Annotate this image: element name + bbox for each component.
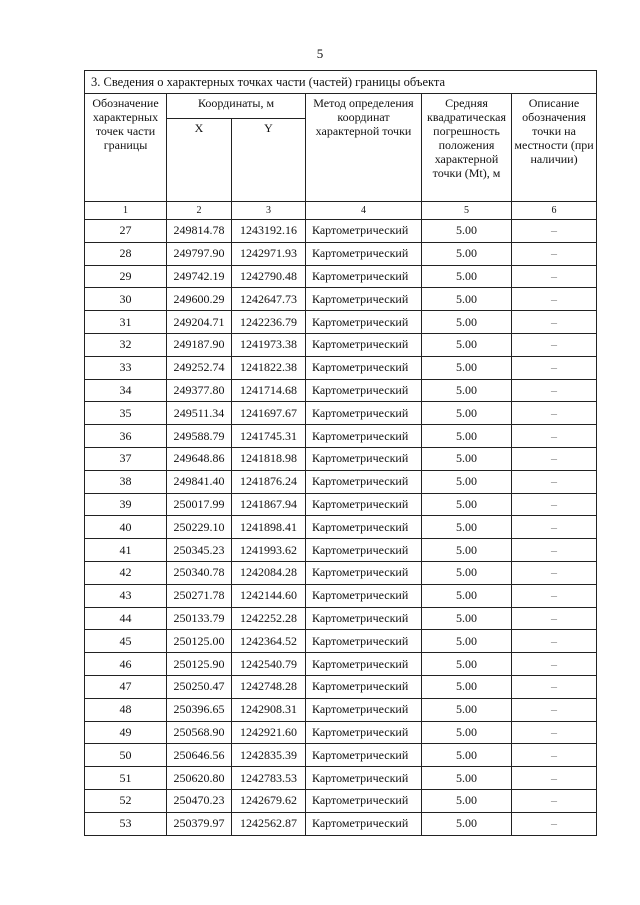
- description-cell: –: [512, 402, 597, 425]
- table-row: [85, 789, 597, 812]
- description-cell: –: [512, 607, 597, 630]
- method-cell: Картометрический: [306, 402, 422, 425]
- point-cell: 37: [85, 447, 167, 470]
- method-cell: Картометрический: [306, 584, 422, 607]
- method-cell: Картометрический: [306, 470, 422, 493]
- point-cell: 39: [85, 493, 167, 516]
- y-cell: 1241818.98: [232, 447, 306, 470]
- accuracy-cell: 5.00: [422, 425, 512, 448]
- y-cell: 1242908.31: [232, 698, 306, 721]
- point-cell: 44: [85, 607, 167, 630]
- method-cell: Картометрический: [306, 220, 422, 243]
- x-cell: 250646.56: [167, 744, 232, 767]
- method-cell: Картометрический: [306, 333, 422, 356]
- method-cell: Картометрический: [306, 539, 422, 562]
- description-cell: –: [512, 265, 597, 288]
- description-cell: –: [512, 311, 597, 334]
- point-cell: 42: [85, 561, 167, 584]
- point-cell: 32: [85, 333, 167, 356]
- description-cell: –: [512, 812, 597, 835]
- y-cell: 1242647.73: [232, 288, 306, 311]
- description-cell: –: [512, 584, 597, 607]
- x-cell: 249252.74: [167, 356, 232, 379]
- boundary-points-table: [84, 70, 597, 836]
- accuracy-cell: 5.00: [422, 744, 512, 767]
- accuracy-cell: 5.00: [422, 402, 512, 425]
- y-cell: 1241898.41: [232, 516, 306, 539]
- point-cell: 48: [85, 698, 167, 721]
- y-cell: 1242790.48: [232, 265, 306, 288]
- point-cell: 52: [85, 789, 167, 812]
- table-row: [85, 470, 597, 493]
- column-number: 1: [85, 202, 167, 220]
- x-cell: 250250.47: [167, 675, 232, 698]
- accuracy-cell: 5.00: [422, 470, 512, 493]
- x-cell: 249797.90: [167, 242, 232, 265]
- table-row: [85, 242, 597, 265]
- table-row: [85, 311, 597, 334]
- accuracy-cell: 5.00: [422, 356, 512, 379]
- description-cell: –: [512, 561, 597, 584]
- method-cell: Картометрический: [306, 516, 422, 539]
- y-cell: 1242540.79: [232, 653, 306, 676]
- table-row: [85, 265, 597, 288]
- accuracy-cell: 5.00: [422, 539, 512, 562]
- description-cell: –: [512, 767, 597, 790]
- method-cell: Картометрический: [306, 789, 422, 812]
- table-row: [85, 630, 597, 653]
- point-cell: 29: [85, 265, 167, 288]
- method-cell: Картометрический: [306, 425, 422, 448]
- x-cell: 250568.90: [167, 721, 232, 744]
- accuracy-cell: 5.00: [422, 516, 512, 539]
- point-cell: 35: [85, 402, 167, 425]
- table-row: [85, 584, 597, 607]
- table-row: [85, 561, 597, 584]
- method-cell: Картометрический: [306, 242, 422, 265]
- description-cell: –: [512, 539, 597, 562]
- table-row: [85, 516, 597, 539]
- accuracy-cell: 5.00: [422, 698, 512, 721]
- description-cell: –: [512, 493, 597, 516]
- accuracy-cell: 5.00: [422, 493, 512, 516]
- header-y: Y: [232, 119, 306, 202]
- point-cell: 34: [85, 379, 167, 402]
- point-cell: 38: [85, 470, 167, 493]
- description-cell: –: [512, 220, 597, 243]
- method-cell: Картометрический: [306, 675, 422, 698]
- method-cell: Картометрический: [306, 493, 422, 516]
- description-cell: –: [512, 675, 597, 698]
- description-cell: –: [512, 630, 597, 653]
- header-x: X: [167, 119, 232, 202]
- table-body: [85, 220, 597, 836]
- x-cell: 249841.40: [167, 470, 232, 493]
- table-row: [85, 220, 597, 243]
- x-cell: 249742.19: [167, 265, 232, 288]
- point-cell: 43: [85, 584, 167, 607]
- table-row: [85, 653, 597, 676]
- accuracy-cell: 5.00: [422, 607, 512, 630]
- y-cell: 1242144.60: [232, 584, 306, 607]
- x-cell: 250345.23: [167, 539, 232, 562]
- header-description: Описание обозначения точки на местности (при наличии): [512, 94, 597, 202]
- method-cell: Картометрический: [306, 379, 422, 402]
- y-cell: 1242783.53: [232, 767, 306, 790]
- point-cell: 51: [85, 767, 167, 790]
- x-cell: 250017.99: [167, 493, 232, 516]
- description-cell: –: [512, 744, 597, 767]
- x-cell: 249648.86: [167, 447, 232, 470]
- point-cell: 31: [85, 311, 167, 334]
- method-cell: Картометрический: [306, 721, 422, 744]
- method-cell: Картометрический: [306, 311, 422, 334]
- y-cell: 1242364.52: [232, 630, 306, 653]
- x-cell: 250620.80: [167, 767, 232, 790]
- page-number: 5: [316, 46, 324, 61]
- point-cell: 53: [85, 812, 167, 835]
- accuracy-cell: 5.00: [422, 584, 512, 607]
- column-number: 5: [422, 202, 512, 220]
- y-cell: 1242971.93: [232, 242, 306, 265]
- description-cell: –: [512, 516, 597, 539]
- table-row: [85, 812, 597, 835]
- table-row: [85, 288, 597, 311]
- y-cell: 1242748.28: [232, 675, 306, 698]
- description-cell: –: [512, 356, 597, 379]
- description-cell: –: [512, 447, 597, 470]
- table-row: [85, 744, 597, 767]
- y-cell: 1241876.24: [232, 470, 306, 493]
- x-cell: 249588.79: [167, 425, 232, 448]
- accuracy-cell: 5.00: [422, 561, 512, 584]
- x-cell: 250379.97: [167, 812, 232, 835]
- point-cell: 50: [85, 744, 167, 767]
- y-cell: 1241973.38: [232, 333, 306, 356]
- description-cell: –: [512, 789, 597, 812]
- accuracy-cell: 5.00: [422, 653, 512, 676]
- table-row: [85, 721, 597, 744]
- x-cell: 250271.78: [167, 584, 232, 607]
- table-row: [85, 333, 597, 356]
- accuracy-cell: 5.00: [422, 379, 512, 402]
- point-cell: 46: [85, 653, 167, 676]
- x-cell: 249511.34: [167, 402, 232, 425]
- header-accuracy: Средняя квадратическая погрешность положения характерной точки (Mt), м: [422, 94, 512, 202]
- accuracy-cell: 5.00: [422, 812, 512, 835]
- column-number: 2: [167, 202, 232, 220]
- header-point: Обозначение характерных точек части границы: [85, 94, 167, 202]
- x-cell: 249204.71: [167, 311, 232, 334]
- point-cell: 49: [85, 721, 167, 744]
- table-row: [85, 607, 597, 630]
- accuracy-cell: 5.00: [422, 311, 512, 334]
- x-cell: 250470.23: [167, 789, 232, 812]
- x-cell: 250229.10: [167, 516, 232, 539]
- header-coordinates: Координаты, м: [167, 94, 306, 119]
- accuracy-cell: 5.00: [422, 333, 512, 356]
- y-cell: 1241697.67: [232, 402, 306, 425]
- description-cell: –: [512, 698, 597, 721]
- column-number: 6: [512, 202, 597, 220]
- point-cell: 28: [85, 242, 167, 265]
- description-cell: –: [512, 425, 597, 448]
- column-number: 3: [232, 202, 306, 220]
- accuracy-cell: 5.00: [422, 789, 512, 812]
- point-cell: 47: [85, 675, 167, 698]
- method-cell: Картометрический: [306, 698, 422, 721]
- description-cell: –: [512, 721, 597, 744]
- x-cell: 250133.79: [167, 607, 232, 630]
- method-cell: Картометрический: [306, 630, 422, 653]
- description-cell: –: [512, 288, 597, 311]
- method-cell: Картометрический: [306, 356, 422, 379]
- x-cell: 249814.78: [167, 220, 232, 243]
- description-cell: –: [512, 470, 597, 493]
- description-cell: –: [512, 653, 597, 676]
- accuracy-cell: 5.00: [422, 242, 512, 265]
- y-cell: 1242835.39: [232, 744, 306, 767]
- table-row: [85, 356, 597, 379]
- y-cell: 1243192.16: [232, 220, 306, 243]
- method-cell: Картометрический: [306, 561, 422, 584]
- header-method: Метод определения координат характерной точки: [306, 94, 422, 202]
- point-cell: 30: [85, 288, 167, 311]
- y-cell: 1242236.79: [232, 311, 306, 334]
- x-cell: 250125.00: [167, 630, 232, 653]
- y-cell: 1242084.28: [232, 561, 306, 584]
- method-cell: Картометрический: [306, 653, 422, 676]
- description-cell: –: [512, 379, 597, 402]
- table-row: [85, 447, 597, 470]
- y-cell: 1241867.94: [232, 493, 306, 516]
- method-cell: Картометрический: [306, 812, 422, 835]
- y-cell: 1241822.38: [232, 356, 306, 379]
- point-cell: 33: [85, 356, 167, 379]
- point-cell: 41: [85, 539, 167, 562]
- method-cell: Картометрический: [306, 447, 422, 470]
- table-row: [85, 767, 597, 790]
- y-cell: 1241745.31: [232, 425, 306, 448]
- accuracy-cell: 5.00: [422, 220, 512, 243]
- method-cell: Картометрический: [306, 265, 422, 288]
- method-cell: Картометрический: [306, 288, 422, 311]
- y-cell: 1242679.62: [232, 789, 306, 812]
- section-title: 3. Сведения о характерных точках части (частей) границы объекта: [85, 71, 597, 94]
- x-cell: 250396.65: [167, 698, 232, 721]
- table-row: [85, 425, 597, 448]
- y-cell: 1241993.62: [232, 539, 306, 562]
- accuracy-cell: 5.00: [422, 767, 512, 790]
- y-cell: 1241714.68: [232, 379, 306, 402]
- accuracy-cell: 5.00: [422, 288, 512, 311]
- table-row: [85, 539, 597, 562]
- table-row: [85, 675, 597, 698]
- method-cell: Картометрический: [306, 744, 422, 767]
- table-row: [85, 379, 597, 402]
- x-cell: 250125.90: [167, 653, 232, 676]
- method-cell: Картометрический: [306, 767, 422, 790]
- x-cell: 249187.90: [167, 333, 232, 356]
- method-cell: Картометрический: [306, 607, 422, 630]
- y-cell: 1242252.28: [232, 607, 306, 630]
- point-cell: 36: [85, 425, 167, 448]
- accuracy-cell: 5.00: [422, 675, 512, 698]
- table-row: [85, 493, 597, 516]
- point-cell: 40: [85, 516, 167, 539]
- column-number: 4: [306, 202, 422, 220]
- x-cell: 249377.80: [167, 379, 232, 402]
- point-cell: 45: [85, 630, 167, 653]
- y-cell: 1242921.60: [232, 721, 306, 744]
- point-cell: 27: [85, 220, 167, 243]
- accuracy-cell: 5.00: [422, 447, 512, 470]
- y-cell: 1242562.87: [232, 812, 306, 835]
- table-row: [85, 402, 597, 425]
- table-row: [85, 698, 597, 721]
- accuracy-cell: 5.00: [422, 630, 512, 653]
- x-cell: 250340.78: [167, 561, 232, 584]
- description-cell: –: [512, 242, 597, 265]
- x-cell: 249600.29: [167, 288, 232, 311]
- description-cell: –: [512, 333, 597, 356]
- column-numbers-row: [85, 202, 597, 220]
- accuracy-cell: 5.00: [422, 721, 512, 744]
- accuracy-cell: 5.00: [422, 265, 512, 288]
